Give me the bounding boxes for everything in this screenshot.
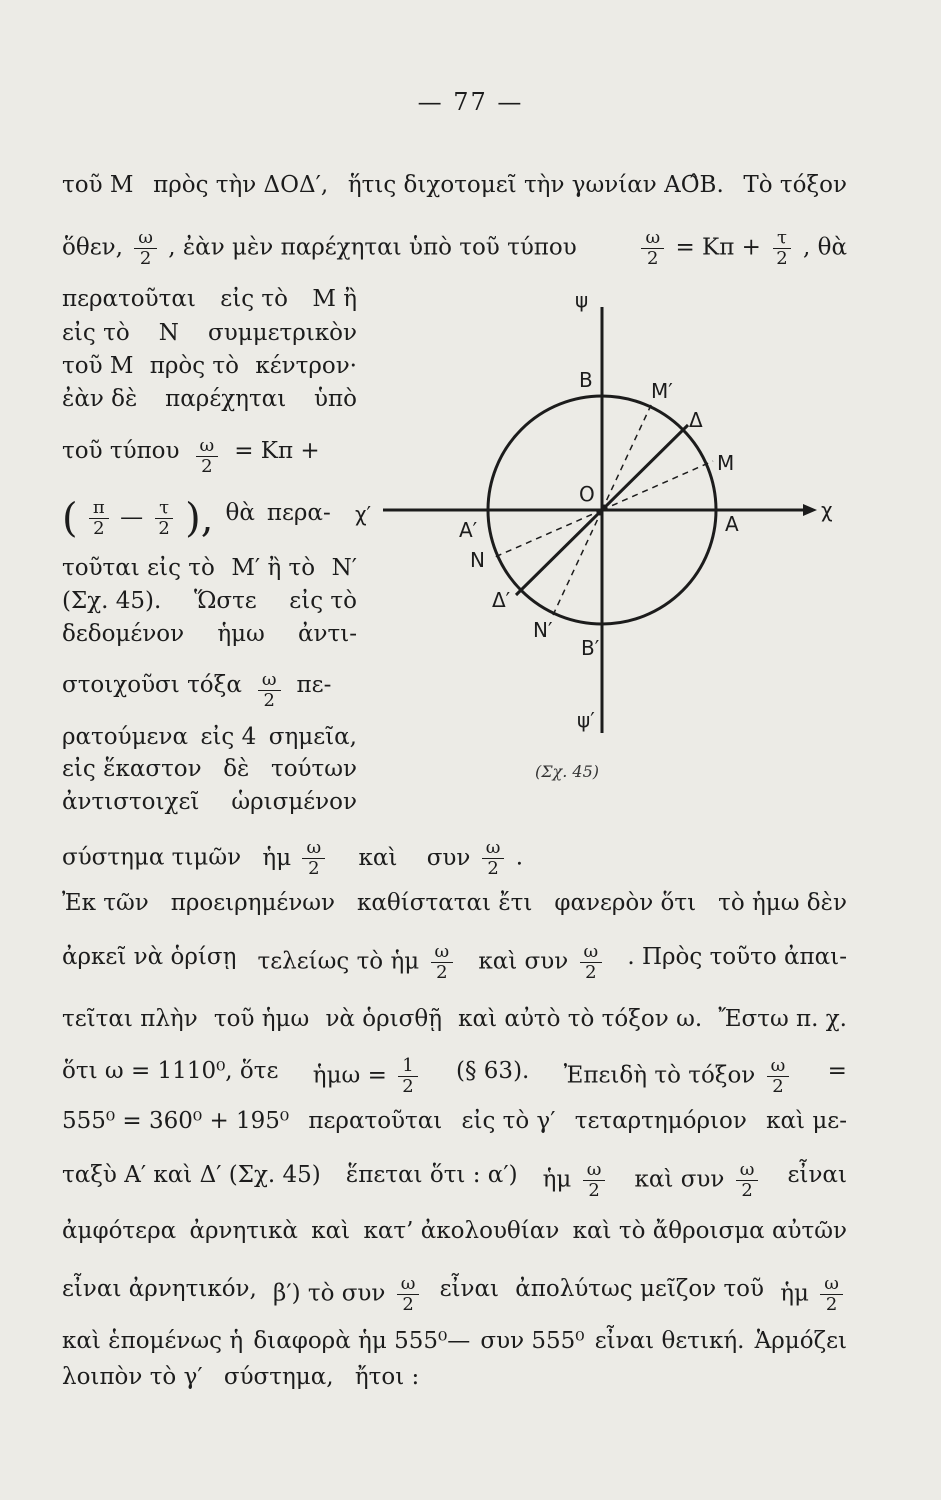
- text-seg: ἡμ: [780, 1280, 809, 1307]
- fraction-omega-2: [583, 1160, 606, 1201]
- frac-num: ω: [583, 1160, 606, 1181]
- text-line-21: [62, 1106, 847, 1136]
- frac-num: ω: [258, 670, 281, 691]
- minus: —: [120, 504, 144, 531]
- text-seg: τεταρτημόριον: [574, 1108, 747, 1134]
- text-seg: φανερὸν ὅτι: [554, 890, 697, 916]
- text-line-20: [62, 1056, 847, 1097]
- text-seg: καὶ τὸ ἄθροισμα αὐτῶν: [572, 1218, 847, 1244]
- label-a-prime: Α′: [459, 518, 478, 542]
- frac-num: ω: [302, 838, 325, 859]
- paren: ),: [185, 495, 214, 542]
- text-seg: [635, 1160, 763, 1201]
- text-seg: ἀντι-: [297, 621, 357, 647]
- frac-den: 2: [772, 1076, 784, 1097]
- label-a: Α: [725, 512, 739, 536]
- label-psi-prime: ψ′: [577, 708, 595, 732]
- text-line-16: [62, 838, 847, 879]
- text-seg: Ἐπειδὴ τὸ τόξον: [563, 1062, 756, 1089]
- text-seg: Ν′: [331, 555, 357, 581]
- text-line-24: [62, 1274, 847, 1315]
- frac-num: π: [89, 498, 109, 519]
- text-seg: , θὰ: [802, 234, 847, 261]
- text-line-23: [62, 1216, 847, 1246]
- frac-num: ω: [736, 1160, 759, 1181]
- text-seg: εἶναι: [787, 1162, 847, 1188]
- text-line-26: [62, 1362, 847, 1392]
- text-seg: πρὸς τὴν ΔΟΔ′,: [153, 172, 329, 198]
- text-seg: δεδομένον: [62, 621, 185, 647]
- fraction-pi-2: [89, 498, 109, 539]
- text-line-8: [62, 495, 357, 542]
- text-line-10: [62, 586, 357, 616]
- figure-caption: (Σχ. 45): [535, 762, 600, 781]
- text-seg: Μ ἢ: [312, 286, 357, 312]
- text-seg: εἰς ἕκαστον: [62, 756, 202, 782]
- frac-den: 2: [402, 1076, 414, 1097]
- text-seg: ἤτοι :: [354, 1364, 420, 1390]
- text-seg: εἰς τὸ: [289, 588, 357, 614]
- text-line-11: [62, 619, 357, 649]
- frac-den: 2: [588, 1180, 600, 1201]
- text-seg: ἡμ: [542, 1166, 572, 1193]
- text-seg: .: [515, 844, 524, 871]
- text-seg: εἰς τὸ γ′: [461, 1108, 556, 1134]
- text-seg: Ὥστε: [193, 588, 257, 614]
- frac-num: ω: [767, 1056, 790, 1077]
- text-seg: καὶ: [358, 844, 398, 871]
- text-seg: καὶ συν: [634, 1166, 725, 1193]
- text-seg: εἶναι ἀρνητικόν,: [62, 1276, 257, 1302]
- text-seg: [637, 228, 847, 269]
- text-seg: καὶ: [311, 1218, 351, 1244]
- unit-circle-diagram: [355, 285, 850, 785]
- text-seg: προειρημένων: [170, 890, 336, 916]
- frac-den: 2: [263, 690, 275, 711]
- fraction-omega-2: [258, 670, 281, 711]
- page-number: — 77 —: [417, 88, 524, 116]
- fraction-tau-2: [154, 498, 173, 539]
- text-line-6: [62, 384, 357, 414]
- text-seg: [313, 1056, 422, 1097]
- text-seg: [780, 1274, 847, 1315]
- text-seg: θὰ: [225, 500, 255, 526]
- text-seg: τοῦ Μ: [62, 353, 134, 379]
- fraction-omega-2: [736, 1160, 759, 1201]
- fraction-omega-2: [196, 436, 219, 477]
- text-seg: = Κπ +: [234, 438, 320, 464]
- text-seg: καθίσταται ἔτι: [357, 890, 533, 916]
- frac-den: 2: [436, 962, 448, 983]
- radius-om-prime: [602, 403, 652, 510]
- fraction-omega-2: [397, 1274, 420, 1315]
- text-seg: πε-: [296, 672, 332, 698]
- text-seg: περατοῦται: [308, 1108, 443, 1134]
- fraction-one-2: [398, 1056, 417, 1097]
- frac-num: τ: [155, 498, 173, 519]
- text-seg: [478, 942, 606, 983]
- label-b-prime: Β′: [581, 636, 600, 660]
- text-seg: Ἔστω π. χ.: [718, 1006, 847, 1032]
- text-seg: ὅθεν,: [62, 234, 123, 261]
- frac-den: 2: [93, 518, 105, 539]
- chi-arrow-icon: [803, 504, 817, 516]
- label-psi: ψ: [575, 288, 589, 312]
- text-line-18: [62, 942, 847, 983]
- text-seg: τοῦ τύπου: [62, 438, 180, 464]
- radius-on-prime: [553, 510, 602, 615]
- text-line-13: [62, 722, 357, 752]
- text-seg: καὶ αὐτὸ τὸ τόξον ω.: [458, 1006, 703, 1032]
- text-line-19: [62, 1004, 847, 1034]
- frac-den: 2: [825, 1294, 838, 1315]
- text-seg: Ν: [158, 320, 179, 346]
- text-seg: Τὸ τόξον: [743, 172, 847, 198]
- frac-num: ω: [641, 228, 664, 249]
- text-seg: ἀρκεῖ νὰ ὁρίσῃ: [62, 944, 237, 970]
- frac-num: ω: [196, 436, 219, 457]
- paren: (: [62, 495, 78, 542]
- text-seg: [273, 1274, 423, 1315]
- text-seg: πρὸς τὸ: [149, 353, 239, 379]
- text-line-22: [62, 1160, 847, 1201]
- frac-den: 2: [776, 248, 788, 269]
- frac-den: 2: [585, 962, 597, 983]
- text-seg: τοῦ Μ: [62, 172, 134, 198]
- fraction-omega-2: [820, 1274, 843, 1315]
- text-seg: Ἁρμόζει: [754, 1328, 847, 1354]
- label-o: Ο: [579, 482, 595, 506]
- fraction-omega-2: [767, 1056, 790, 1097]
- text-seg: ἀμφότερα: [62, 1218, 177, 1244]
- text-seg: καὶ με-: [766, 1108, 847, 1134]
- figure-45: [355, 285, 850, 785]
- text-seg: τεῖται πλὴν: [62, 1006, 198, 1032]
- text-seg: εἶναι: [439, 1276, 500, 1302]
- frac-den: 2: [647, 248, 659, 269]
- text-seg: ρατούμενα: [62, 724, 188, 750]
- frac-den: 2: [158, 518, 170, 539]
- text-seg: ὑπὸ: [314, 386, 357, 412]
- text-seg: παρέχηται: [165, 386, 287, 412]
- text-line-5: [62, 351, 357, 381]
- text-seg: συμμετρικὸν: [208, 320, 357, 346]
- text-seg: κέντρον·: [255, 353, 357, 379]
- text-line-2: [62, 228, 847, 269]
- text-line-3: [62, 284, 357, 314]
- text-seg: τελείως τὸ ἡμ: [257, 948, 420, 975]
- text-seg: β′) τὸ συν: [273, 1280, 386, 1307]
- text-seg: ἡμω: [217, 621, 265, 647]
- text-seg: =: [827, 1058, 847, 1084]
- text-seg: Μ′ ἢ τὸ: [231, 555, 316, 581]
- fraction-tau-2: [772, 228, 791, 269]
- radius-on: [495, 510, 602, 557]
- text-seg: ὡρισμένον: [231, 789, 357, 815]
- text-seg: ἥτις διχοτομεῖ τὴν γωνίαν ΑΟ̂Β.: [347, 172, 724, 198]
- label-m-prime: Μ′: [651, 379, 673, 403]
- text-seg: περα-: [266, 500, 331, 526]
- text-seg: ἐὰν δὲ: [62, 386, 138, 412]
- text-seg: τούτων: [270, 756, 357, 782]
- frac-den: 2: [402, 1294, 414, 1315]
- text-seg: τοῦται εἰς τὸ: [62, 555, 215, 581]
- text-seg: ἡμω =: [312, 1062, 387, 1089]
- frac-num: τ: [773, 228, 791, 249]
- text-line-25: [62, 1326, 847, 1356]
- text-seg: στοιχοῦσι τόξα: [62, 672, 242, 698]
- text-line-15: [62, 787, 357, 817]
- text-seg: [62, 228, 577, 269]
- text-seg: [564, 1056, 794, 1097]
- frac-num: ω: [482, 838, 505, 859]
- fraction-omega-2: [431, 942, 454, 983]
- text-seg: Ἐκ τῶν: [62, 890, 149, 916]
- text-seg: συν: [426, 844, 471, 871]
- text-seg: λοιπὸν τὸ γ′: [62, 1364, 203, 1390]
- text-line-12: [62, 670, 357, 711]
- formula-paren: [62, 495, 214, 542]
- label-m: Μ: [717, 451, 735, 475]
- text-seg: εἰς τὸ: [220, 286, 288, 312]
- text-seg: ἀπολύτως μεῖζον τοῦ: [515, 1276, 765, 1302]
- text-seg: τοῦ ἡμω: [213, 1006, 310, 1032]
- text-seg: νὰ ὁρισθῇ: [325, 1006, 442, 1032]
- text-seg: . Πρὸς τοῦτο ἀπαι-: [627, 944, 847, 970]
- fraction-omega-2: [641, 228, 664, 269]
- frac-num: ω: [431, 942, 454, 963]
- text-seg: σημεῖα,: [268, 724, 357, 750]
- text-line-9: [62, 553, 357, 583]
- label-chi-prime: χ′: [355, 502, 372, 526]
- label-d-prime: Δ′: [492, 588, 511, 612]
- fraction-omega-2: [134, 228, 157, 269]
- fraction-omega-2: [302, 838, 325, 879]
- frac-den: 2: [308, 858, 320, 879]
- text-seg: διαφορὰ ἡμ 555⁰—: [253, 1328, 471, 1354]
- frac-den: 2: [487, 858, 499, 879]
- frac-den: 2: [741, 1180, 753, 1201]
- text-seg: σύστημα,: [223, 1364, 334, 1390]
- text-seg: καὶ συν: [478, 948, 569, 975]
- text-seg: , ἐὰν μὲν παρέχηται ὑπὸ τοῦ τύπου: [168, 234, 577, 261]
- text-seg: [543, 1160, 610, 1201]
- frac-num: ω: [397, 1274, 420, 1295]
- frac-num: ω: [820, 1274, 843, 1295]
- text-seg: καὶ ἑπομένως ἡ: [62, 1328, 244, 1354]
- fraction-omega-2: [580, 942, 603, 983]
- text-seg: (§ 63).: [456, 1058, 530, 1084]
- text-seg: τὸ ἡμω δὲν: [718, 890, 847, 916]
- text-seg: = Κπ +: [675, 234, 761, 261]
- text-seg: ταξὺ Α′ καὶ Δ′ (Σχ. 45): [62, 1162, 321, 1188]
- fraction-omega-2: [482, 838, 505, 879]
- frac-num: 1: [398, 1056, 417, 1077]
- label-n: Ν: [470, 548, 485, 572]
- text-seg: 555⁰ = 360⁰ + 195⁰: [62, 1108, 290, 1134]
- frac-num: ω: [580, 942, 603, 963]
- text-line-1: [62, 170, 847, 200]
- text-seg: σύστημα τιμῶν: [62, 844, 242, 871]
- text-line-7: [62, 436, 357, 477]
- text-seg: ἕπεται ὅτι : α′): [345, 1162, 518, 1188]
- frac-den: 2: [139, 248, 152, 269]
- frac-den: 2: [201, 456, 213, 477]
- label-chi: χ: [821, 498, 833, 522]
- text-line-17: [62, 888, 847, 918]
- text-seg: δὲ: [223, 756, 250, 782]
- text-seg: εἶναι θετική.: [594, 1328, 745, 1354]
- text-line-4: [62, 318, 357, 348]
- text-seg: (Σχ. 45).: [62, 588, 162, 614]
- label-d: Δ: [689, 408, 703, 432]
- text-seg: ὅτι ω = 1110⁰, ὅτε: [62, 1058, 279, 1084]
- text-seg: ἀρνητικὰ: [189, 1218, 298, 1244]
- text-seg: περατοῦται: [62, 286, 196, 312]
- label-b: Β: [579, 368, 593, 392]
- text-seg: ἡμ: [262, 844, 292, 871]
- text-seg: κατ’ ἀκολουθίαν: [363, 1218, 560, 1244]
- text-seg: [257, 942, 457, 983]
- text-line-14: [62, 754, 357, 784]
- frac-num: ω: [134, 228, 157, 249]
- radius-om: [602, 461, 713, 510]
- text-seg: εἰς 4: [200, 724, 257, 750]
- text-seg: εἰς τὸ: [62, 320, 130, 346]
- text-seg: ἀντιστοιχεῖ: [62, 789, 200, 815]
- label-n-prime: Ν′: [533, 618, 553, 642]
- text-seg: συν 555⁰: [480, 1328, 585, 1354]
